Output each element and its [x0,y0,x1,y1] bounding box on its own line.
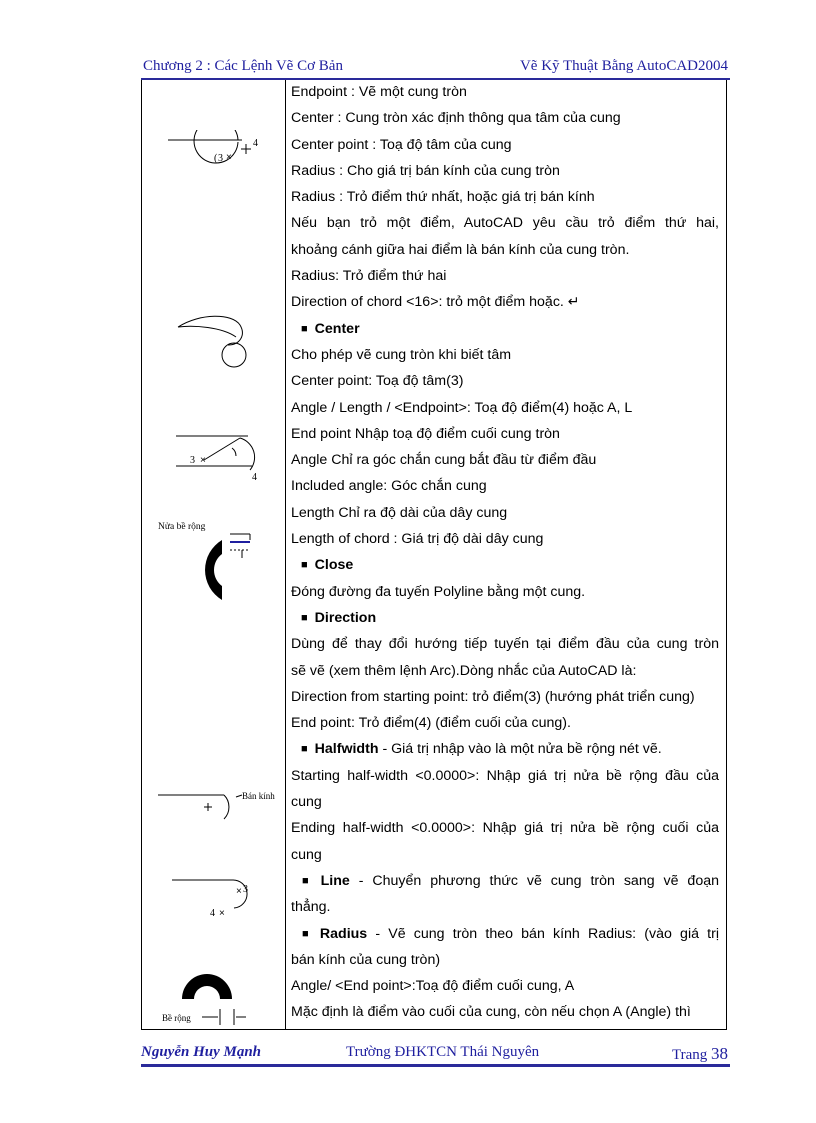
page-num: 38 [711,1044,728,1063]
svg-text:×: × [219,908,225,919]
figure-arc-angle [172,430,272,490]
text-line: Radius: Trỏ điểm thứ hai [291,268,447,285]
text-line: Included angle: Góc chắn cung [291,478,487,495]
heading-desc: - Chuyển phương thức vẽ cung tròn sang vẽ đoạn [349,872,719,889]
chapter-title: Chương 2 : Các Lệnh Vẽ Cơ Bản [143,58,343,74]
bullet-square: ■ [301,743,308,756]
text-line: khoảng cánh giữa hai điểm là bán kính của cung tròn. [291,241,630,258]
school-name: Trường ĐHKTCN Thái Nguyên [346,1044,540,1060]
figure-label: Bề rộng [162,1013,191,1023]
text-line: Direction of chord <16>: trỏ một điểm hoặc. ↵ [291,294,580,311]
text-line: cung [291,794,322,811]
section-heading [291,868,719,894]
text-line: Angle/ <End point>:Toạ độ điểm cuối cung, A [291,978,575,995]
page-label: Trang [671,1047,708,1063]
text-line: Mặc định là điểm vào cuối của cung, còn nếu chọn A (Angle) thì [291,1004,691,1021]
bullet-square: ■ [302,874,314,887]
text-line: Endpoint : Vẽ một cung tròn [291,84,467,100]
heading-close: Close [314,557,354,574]
text-line: End point: Trỏ điểm(4) (điểm cuối của cung). [291,715,571,732]
text-line: sẽ vẽ (xem thêm lệnh Arc).Dòng nhắc của AutoCAD là: [291,662,637,679]
page-number [672,1044,728,1064]
text-line: Direction from starting point: trỏ điểm(3) (hướng phát triển cung) [291,688,695,705]
section-heading [291,316,719,342]
text-line: Dùng để thay đổi hướng tiếp tuyến tại điểm đầu của cung tròn [291,636,719,653]
footer-rule [141,1064,730,1067]
figure-label: Bán kính [242,791,275,801]
heading-desc: - Giá trị nhập vào là một nửa bề rộng nét vẽ. [378,741,662,758]
body-text [291,79,719,1026]
heading-halfwidth: Halfwidth [314,741,379,758]
text-line: Length Chỉ ra độ dài của dây cung [291,504,508,521]
figure-label: 4 [210,908,215,919]
bullet-square: ■ [301,611,308,624]
figure-width [160,965,270,1025]
section-heading [291,552,719,578]
figure-arc-spiral [170,305,270,380]
section-heading [291,921,719,947]
figure-label: 3 [190,455,195,466]
bullet-square: ■ [301,559,308,572]
column-divider [285,80,286,1029]
figure-line [170,872,270,922]
heading-radius: Radius [319,925,368,942]
figure-label: 3 [243,884,248,895]
page-header [143,58,728,80]
text-line: Radius : Trỏ điểm thứ nhất, hoặc giá trị bán kính [291,189,595,206]
figure-label: 4 [252,472,257,483]
text-line: thẳng. [291,899,331,916]
figure-label: 3 [218,153,223,164]
book-title: Vẽ Kỹ Thuật Bằng AutoCAD2004 [519,58,728,74]
figure-halfwidth [158,516,268,608]
text-line: Ending half-width <0.0000>: Nhập giá trị nửa bề rộng cuối của [291,820,719,837]
text-line: Center point: Toạ độ tâm(3) [291,373,464,390]
text-line: Radius : Cho giá trị bán kính của cung tròn [291,162,560,179]
svg-text:(: ( [214,153,218,164]
heading-direction: Direction [314,609,377,626]
page-footer [141,1044,730,1066]
text-line: Angle Chỉ ra góc chắn cung bắt đầu từ điểm đầu [291,452,597,469]
bullet-square: ■ [302,927,313,940]
figure-arc-radius [160,130,280,190]
text-line: Center : Cung tròn xác định thông qua tâm của cung [291,110,621,127]
text-line: Length of chord : Giá trị độ dài dây cung [291,531,544,548]
text-line: Nếu bạn trỏ một điểm, AutoCAD yêu cầu trỏ điểm thứ hai, [291,215,719,232]
author-name: Nguyễn Huy Mạnh [141,1044,262,1060]
section-heading [291,736,719,762]
text-line: Starting half-width <0.0000>: Nhập giá trị nửa bề rộng đầu của [291,767,719,784]
svg-text:×: × [226,152,232,163]
text-line: Đóng đường đa tuyến Polyline bằng một cung. [291,583,586,600]
text-line: Cho phép vẽ cung tròn khi biết tâm [291,346,512,363]
svg-text:×: × [236,886,242,897]
heading-desc: - Vẽ cung tròn theo bán kính Radius: (vào giá trị [367,925,719,942]
section-heading [291,605,719,631]
text-line: cung [291,846,322,863]
svg-text:×: × [200,455,206,466]
text-line: End point Nhập toạ độ điểm cuối cung tròn [291,425,560,442]
figure-label: Nửa bề rộng [158,522,206,532]
text-line: Angle / Length / <Endpoint>: Toạ độ điểm(4) hoặc A, L [291,399,633,416]
figure-label: 4 [253,138,258,149]
heading-line: Line [320,872,350,889]
text-line: Center point : Toạ độ tâm của cung [291,136,512,153]
figure-radius [156,785,276,830]
heading-center: Center [314,320,360,337]
text-line: bán kính của cung tròn) [291,951,441,968]
bullet-square: ■ [301,322,308,335]
